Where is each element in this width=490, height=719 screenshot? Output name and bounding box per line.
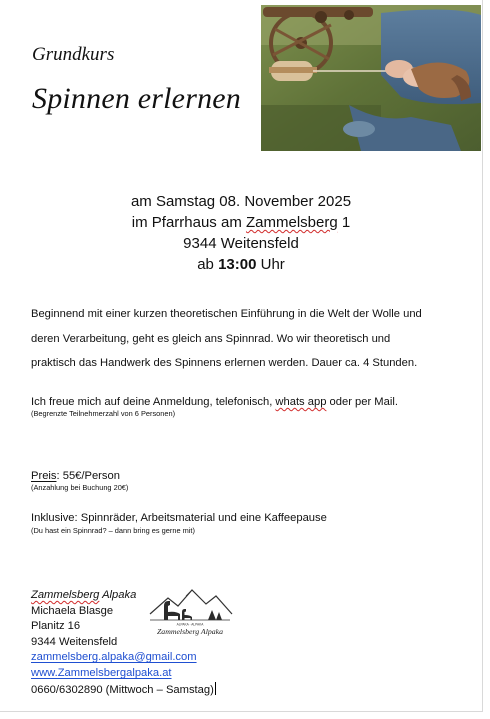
price-section	[31, 470, 461, 492]
participant-limit-note: (Begrenzte Teilnehmerzahl von 6 Personen)	[31, 409, 176, 418]
included-text: Inklusive: Spinnräder, Arbeitsmaterial und eine Kaffeepause	[31, 512, 327, 524]
course-description: Beginnend mit einer kurzen theoretischen Einführung in die Welt der Wolle und deren Verarbeitung, geht es gleich ans Spinnrad. Wo wir theoretisch und praktisch das Handwerk des Spinnens erlernen werden. Dauer ca. 4 Stunden.	[31, 308, 422, 369]
business-name: Zammelsberg Alpaka	[31, 589, 137, 601]
course-subtitle: Grundkurs	[32, 44, 115, 65]
spinning-wheel-photo	[261, 5, 481, 151]
contact-phone: 0660/6302890 (Mittwoch – Samstag)	[31, 683, 214, 696]
registration-text: Ich freue mich auf deine Anmeldung, telefonisch, whats app oder per Mail.	[31, 396, 398, 408]
event-time: ab 13:00 Uhr	[197, 256, 285, 273]
event-details	[0, 191, 482, 275]
event-location: im Pfarrhaus am Zammelsberg 1	[131, 214, 351, 231]
registration-section	[31, 396, 461, 418]
email-link[interactable]: zammelsberg.alpaka@gmail.com	[31, 651, 197, 664]
price-text: Preis: 55€/Person	[31, 470, 120, 482]
website-link[interactable]: www.Zammelsbergalpaka.at	[31, 666, 172, 679]
contact-street: Planitz 16	[31, 620, 81, 633]
zammelsberg-alpaka-logo	[146, 584, 234, 638]
text-cursor	[215, 682, 216, 695]
deposit-note: (Anzahlung bei Buchung 20€)	[31, 483, 129, 492]
own-wheel-note: (Du hast ein Spinnrad? – dann bring es gerne mit)	[31, 526, 195, 535]
event-town: 9344 Weitensfeld	[183, 235, 299, 252]
location-name: Zammelsberg	[245, 214, 338, 231]
logo-top-text: ALPAKA · ALPAKA	[176, 622, 204, 627]
contact-person: Michaela Blasge	[31, 604, 114, 617]
contact-city: 9344 Weitensfeld	[31, 635, 118, 648]
included-section	[31, 512, 461, 535]
course-title: Spinnen erlernen	[32, 82, 241, 115]
event-date: am Samstag 08. November 2025	[130, 193, 352, 210]
start-time: 13:00	[218, 256, 257, 273]
logo-brand-text: Zammelsberg Alpaka	[156, 627, 224, 636]
